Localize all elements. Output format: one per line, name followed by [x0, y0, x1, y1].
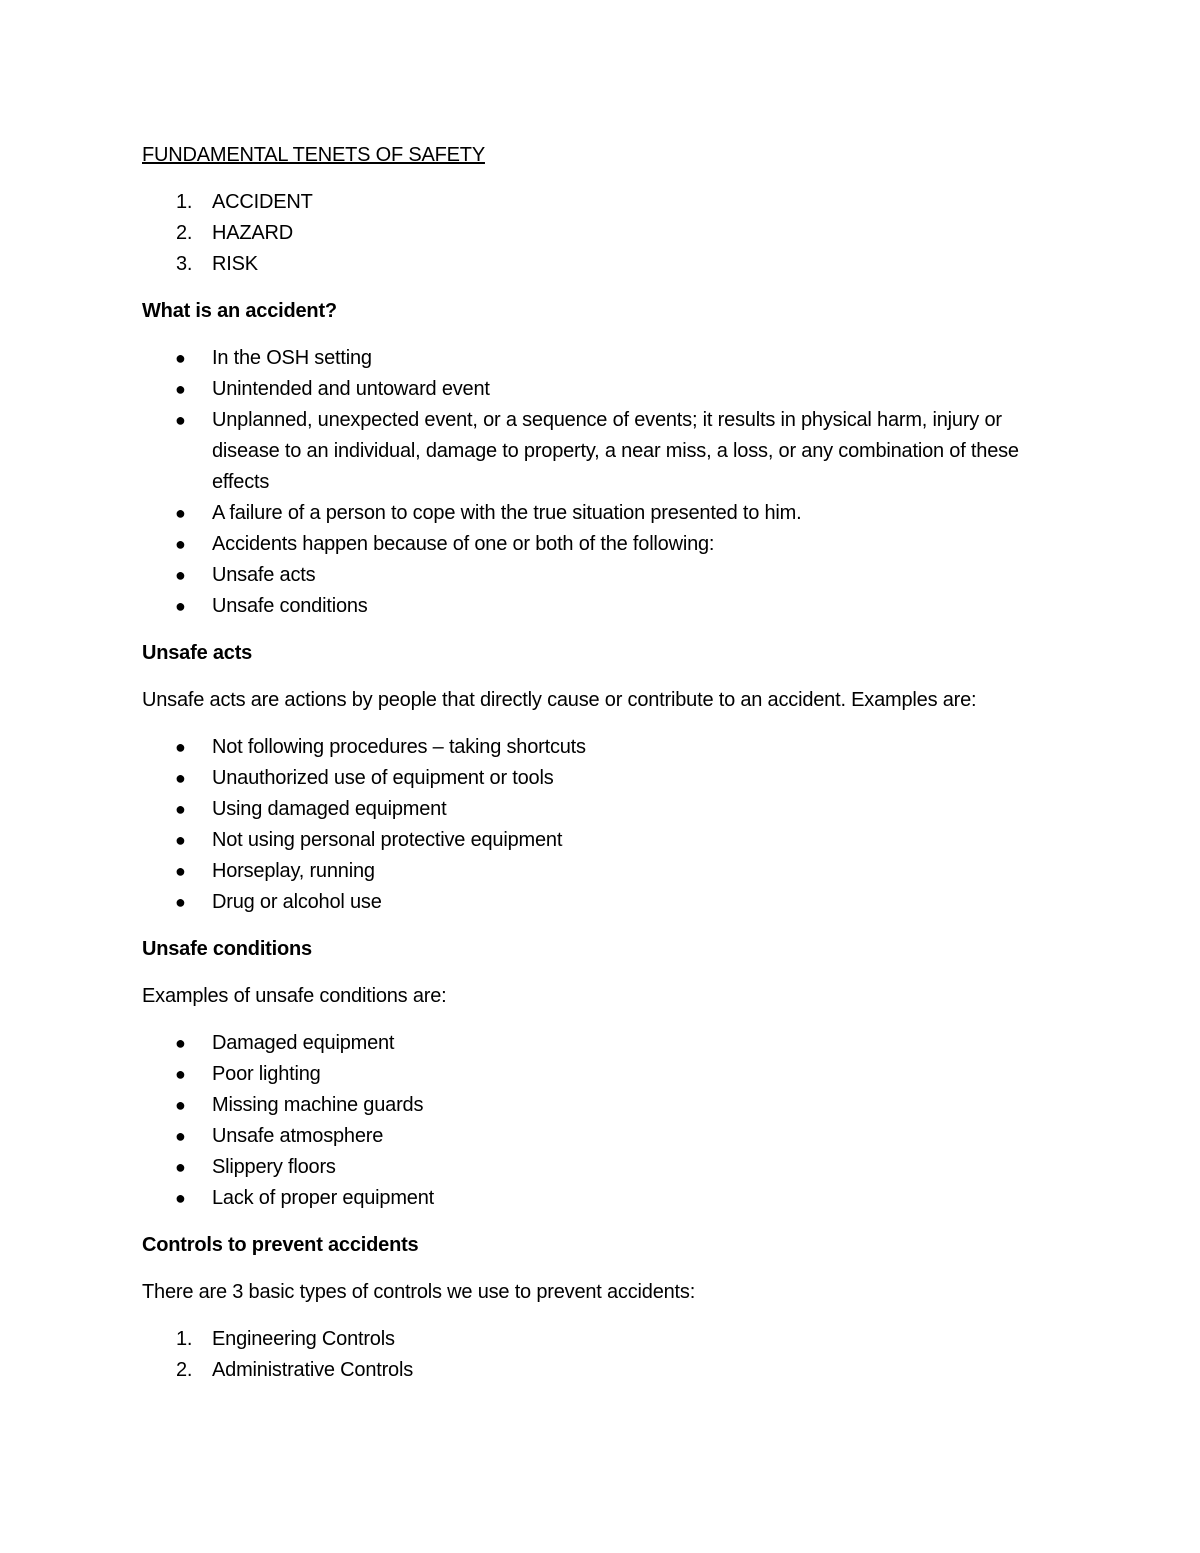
list-item: [142, 498, 1062, 529]
list-number: 1.: [176, 191, 193, 213]
list-item-text: In the OSH setting: [212, 347, 372, 369]
list-number: 2.: [176, 1359, 193, 1381]
list-item: [142, 732, 1062, 763]
tenets-list: [142, 187, 1062, 280]
section-heading-unsafe-acts: Unsafe acts: [142, 642, 253, 664]
bullet-icon: ●: [175, 503, 186, 523]
list-item-text: Horseplay, running: [212, 860, 375, 882]
list-item-text: Missing machine guards: [212, 1094, 424, 1116]
list-item: [142, 825, 1062, 856]
unsafe-conditions-intro: Examples of unsafe conditions are:: [142, 985, 447, 1007]
bullet-icon: ●: [175, 830, 186, 850]
list-item: [142, 405, 1062, 498]
section-heading-controls: Controls to prevent accidents: [142, 1234, 419, 1256]
controls-intro: There are 3 basic types of controls we use to prevent accidents:: [142, 1281, 696, 1303]
bullet-icon: ●: [175, 410, 186, 430]
bullet-icon: ●: [175, 737, 186, 757]
bullet-icon: ●: [175, 1033, 186, 1053]
list-item: [142, 1090, 1062, 1121]
list-item-text: ACCIDENT: [212, 191, 313, 213]
list-item: [142, 591, 1062, 622]
document-body: [142, 140, 1062, 1402]
bullet-icon: ●: [175, 534, 186, 554]
list-item: [142, 1059, 1062, 1090]
list-item-text: Administrative Controls: [212, 1359, 414, 1381]
list-item-text: Poor lighting: [212, 1063, 321, 1085]
list-item: [142, 1355, 1062, 1386]
list-item-text: Lack of proper equipment: [212, 1187, 435, 1209]
list-item: [142, 1152, 1062, 1183]
list-item-text: Using damaged equipment: [212, 798, 447, 820]
bullet-icon: ●: [175, 1064, 186, 1084]
bullet-icon: ●: [175, 348, 186, 368]
list-item: [142, 560, 1062, 591]
list-item: [142, 529, 1062, 560]
bullet-icon: ●: [175, 379, 186, 399]
list-item-text: Unsafe conditions: [212, 595, 368, 617]
bullet-icon: ●: [175, 565, 186, 585]
list-item-text: Unauthorized use of equipment or tools: [212, 767, 554, 789]
list-item-text: Unplanned, unexpected event, or a sequence of events; it results in physical harm, injury or disease to an individual, damage to property, a near miss, a loss, or any combination of these effects: [212, 409, 1019, 493]
list-item: [142, 187, 1062, 218]
section-heading-unsafe-conditions: Unsafe conditions: [142, 938, 312, 960]
bullet-icon: ●: [175, 768, 186, 788]
bullet-icon: ●: [175, 861, 186, 881]
list-number: 3.: [176, 253, 193, 275]
list-item-text: Drug or alcohol use: [212, 891, 382, 913]
list-item: [142, 856, 1062, 887]
list-item: [142, 763, 1062, 794]
bullet-icon: ●: [175, 1188, 186, 1208]
list-item: [142, 1183, 1062, 1214]
unsafe-acts-intro: Unsafe acts are actions by people that directly cause or contribute to an accident. Examples are:: [142, 689, 977, 711]
list-item-text: Unintended and untoward event: [212, 378, 490, 400]
list-item-text: A failure of a person to cope with the true situation presented to him.: [212, 502, 802, 524]
list-number: 1.: [176, 1328, 193, 1350]
list-item: [142, 794, 1062, 825]
document-title: FUNDAMENTAL TENETS OF SAFETY: [142, 144, 485, 166]
bullet-icon: ●: [175, 1095, 186, 1115]
list-item: [142, 218, 1062, 249]
accident-bullet-list: [142, 343, 1062, 622]
list-item-text: Unsafe acts: [212, 564, 316, 586]
unsafe-conditions-bullet-list: [142, 1028, 1062, 1214]
unsafe-acts-bullet-list: [142, 732, 1062, 918]
list-item-text: Damaged equipment: [212, 1032, 395, 1054]
list-item: [142, 887, 1062, 918]
list-item-text: Unsafe atmosphere: [212, 1125, 384, 1147]
list-item: [142, 374, 1062, 405]
controls-list: [142, 1324, 1062, 1386]
list-item: [142, 1324, 1062, 1355]
bullet-icon: ●: [175, 1157, 186, 1177]
list-item-text: Not following procedures – taking shortcuts: [212, 736, 586, 758]
list-item: [142, 1121, 1062, 1152]
bullet-icon: ●: [175, 799, 186, 819]
list-item-text: Not using personal protective equipment: [212, 829, 563, 851]
list-item: [142, 343, 1062, 374]
list-item-text: Engineering Controls: [212, 1328, 395, 1350]
bullet-icon: ●: [175, 1126, 186, 1146]
bullet-icon: ●: [175, 596, 186, 616]
section-heading-accident: What is an accident?: [142, 300, 337, 322]
list-item: [142, 249, 1062, 280]
list-item-text: Accidents happen because of one or both of the following:: [212, 533, 715, 555]
list-item-text: RISK: [212, 253, 258, 275]
bullet-icon: ●: [175, 892, 186, 912]
list-item: [142, 1028, 1062, 1059]
list-item-text: Slippery floors: [212, 1156, 336, 1178]
list-number: 2.: [176, 222, 193, 244]
list-item-text: HAZARD: [212, 222, 294, 244]
